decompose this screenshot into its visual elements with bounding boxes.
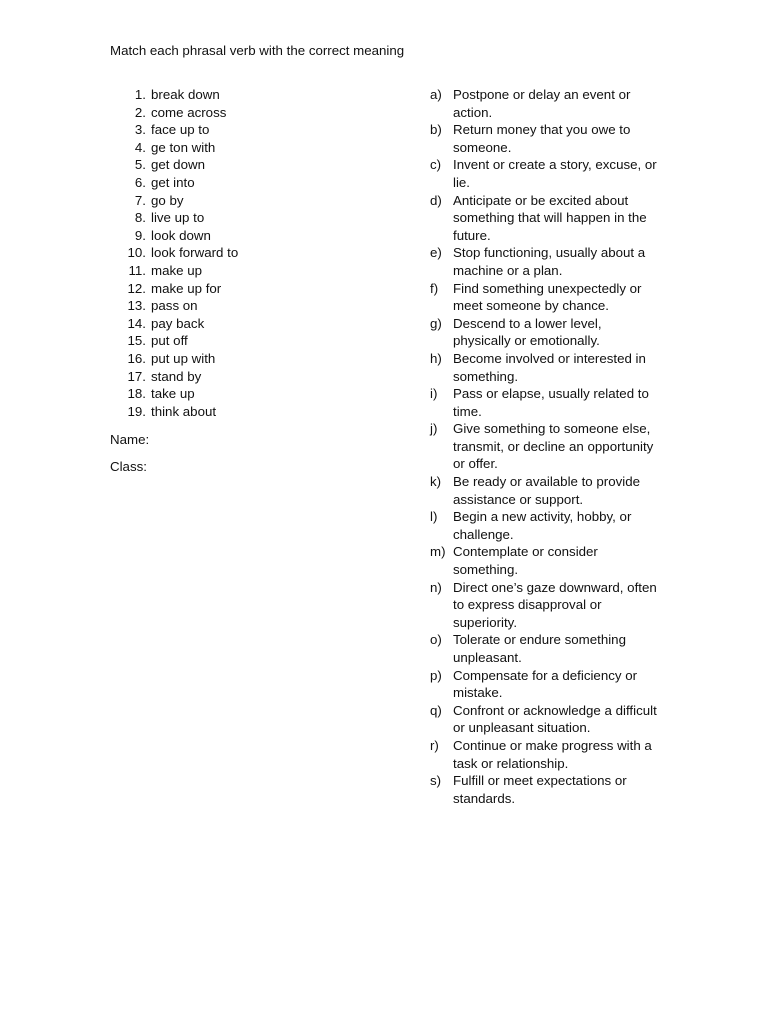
meaning-item xyxy=(430,420,662,473)
item-number: 2. xyxy=(134,104,146,120)
item-number: 16. xyxy=(127,350,146,366)
meaning-text: Be ready or available to provide assistance or support. xyxy=(453,474,641,507)
meaning-item xyxy=(430,543,662,578)
meaning-letter: p) xyxy=(430,667,442,683)
phrasal-verb-item xyxy=(110,174,380,192)
meaning-item xyxy=(430,473,662,508)
meaning-letter: d) xyxy=(430,192,442,208)
meaning-item xyxy=(430,667,662,702)
phrasal-verb-text: break down xyxy=(151,87,220,102)
phrasal-verb-text: think about xyxy=(151,403,217,419)
phrasal-verb-item xyxy=(110,350,380,368)
meaning-letter: f) xyxy=(430,280,439,296)
meaning-item xyxy=(430,192,662,245)
phrasal-verb-text: make up for xyxy=(151,280,222,296)
meaning-item xyxy=(430,772,662,807)
name-label: Name: xyxy=(110,432,150,447)
item-number: 7. xyxy=(134,192,146,208)
meaning-letter: g) xyxy=(430,315,442,331)
meaning-text: Descend to a lower level, physically or emotionally. xyxy=(453,315,602,349)
item-number: 11. xyxy=(128,262,146,278)
meaning-letter: e) xyxy=(430,245,442,261)
meaning-item xyxy=(430,244,662,279)
phrasal-verb-item xyxy=(110,368,380,386)
meaning-letter: n) xyxy=(430,579,442,595)
phrasal-verb-item xyxy=(110,227,380,245)
meaning-item xyxy=(430,350,662,385)
phrasal-verb-text: make up xyxy=(151,262,202,278)
meaning-letter: m) xyxy=(430,544,446,560)
meaning-item xyxy=(430,280,662,315)
meaning-text: Return money that you owe to someone. xyxy=(453,122,631,155)
meaning-text: Invent or create a story, excuse, or lie. xyxy=(453,157,657,190)
meaning-letter: r) xyxy=(430,737,439,753)
meaning-item xyxy=(430,86,662,121)
meaning-list xyxy=(430,86,662,807)
meaning-item xyxy=(430,121,662,156)
meaning-text: Direct one’s gaze downward, often to express disapproval or superiority. xyxy=(453,579,657,630)
meaning-text: Pass or elapse, usually related to time. xyxy=(453,386,649,419)
meaning-text: Tolerate or endure something unpleasant. xyxy=(453,632,626,665)
item-number: 19. xyxy=(127,403,146,419)
phrasal-verb-item xyxy=(110,262,380,280)
meaning-text: Find something unexpectedly or meet someone by chance. xyxy=(453,280,642,314)
item-number: 3. xyxy=(134,122,146,138)
phrasal-verb-text: ge ton with xyxy=(151,139,216,155)
item-number: 15. xyxy=(127,333,146,349)
phrasal-verb-text: come across xyxy=(151,104,227,120)
meaning-letter: h) xyxy=(430,350,442,366)
phrasal-verb-text: put up with xyxy=(151,350,216,366)
phrasal-verb-item xyxy=(110,121,380,139)
item-number: 18. xyxy=(127,386,146,402)
phrasal-verb-text: take up xyxy=(151,386,195,402)
meaning-text: Confront or acknowledge a difficult or unpleasant situation. xyxy=(453,702,657,736)
class-label: Class: xyxy=(110,459,147,474)
meaning-letter: s) xyxy=(430,773,442,789)
item-number: 9. xyxy=(134,227,146,243)
meaning-text: Continue or make progress with a task or relationship. xyxy=(453,737,652,771)
meaning-text: Fulfill or meet expectations or standards. xyxy=(453,773,627,806)
item-number: 6. xyxy=(134,174,146,190)
item-number: 13. xyxy=(127,298,146,314)
phrasal-verb-item xyxy=(110,86,380,104)
phrasal-verb-text: get into xyxy=(151,174,195,190)
phrasal-verb-item xyxy=(110,156,380,174)
worksheet-instructions: Match each phrasal verb with the correct meaning xyxy=(110,43,405,58)
phrasal-verb-item xyxy=(110,280,380,298)
phrasal-verb-item xyxy=(110,209,380,227)
meaning-letter: c) xyxy=(430,157,442,173)
meaning-text: Postpone or delay an event or action. xyxy=(453,87,631,120)
meaning-item xyxy=(430,737,662,772)
meaning-text: Anticipate or be excited about something that will happen in the future. xyxy=(453,192,647,243)
meaning-letter: l) xyxy=(430,509,438,525)
phrasal-verb-text: get down xyxy=(151,157,205,173)
meaning-item xyxy=(430,508,662,543)
item-number: 12. xyxy=(127,280,146,296)
phrasal-verb-text: look forward to xyxy=(151,245,239,261)
phrasal-verb-item xyxy=(110,192,380,210)
phrasal-verb-item xyxy=(110,332,380,350)
meaning-item xyxy=(430,156,662,191)
phrasal-verb-item xyxy=(110,385,380,403)
phrasal-verb-text: stand by xyxy=(151,368,202,384)
phrasal-verb-item xyxy=(110,315,380,333)
phrasal-verb-item xyxy=(110,403,380,421)
phrasal-verb-text: look down xyxy=(151,227,211,243)
phrasal-verb-text: face up to xyxy=(151,122,210,138)
phrasal-verb-item xyxy=(110,297,380,315)
meaning-letter: i) xyxy=(430,386,438,402)
phrasal-verb-item xyxy=(110,139,380,157)
meaning-item xyxy=(430,702,662,737)
meaning-letter: q) xyxy=(430,702,442,718)
item-number: 4. xyxy=(134,139,146,155)
meaning-item xyxy=(430,385,662,420)
meaning-letter: o) xyxy=(430,632,442,648)
phrasal-verb-text: pass on xyxy=(151,298,198,314)
item-number: 14. xyxy=(127,315,146,331)
meaning-letter: b) xyxy=(430,122,442,138)
meaning-item xyxy=(430,579,662,632)
meaning-item xyxy=(430,315,662,350)
meaning-text: Become involved or interested in something. xyxy=(453,350,646,384)
meaning-text: Compensate for a deficiency or mistake. xyxy=(453,667,638,701)
item-number: 10. xyxy=(127,245,146,261)
phrasal-verb-text: put off xyxy=(151,333,188,349)
phrasal-verb-item xyxy=(110,244,380,262)
meaning-letter: j) xyxy=(430,421,438,437)
phrasal-verb-item xyxy=(110,104,380,122)
item-number: 17. xyxy=(127,368,146,384)
meaning-letter: k) xyxy=(430,474,442,490)
meaning-text: Begin a new activity, hobby, or challenge. xyxy=(453,509,632,542)
item-number: 5. xyxy=(134,157,146,173)
phrasal-verb-list xyxy=(110,86,380,420)
phrasal-verb-text: pay back xyxy=(151,315,205,331)
meaning-text: Contemplate or consider something. xyxy=(453,544,598,578)
meaning-text: Stop functioning, usually about a machine or a plan. xyxy=(453,245,646,278)
meaning-text: Give something to someone else, transmit, or decline an opportunity or offer. xyxy=(453,421,654,472)
item-number: 1. xyxy=(134,87,146,102)
meaning-letter: a) xyxy=(430,87,442,102)
item-number: 8. xyxy=(134,210,146,226)
phrasal-verb-text: live up to xyxy=(151,210,205,226)
meaning-item xyxy=(430,631,662,666)
phrasal-verb-text: go by xyxy=(151,192,184,208)
